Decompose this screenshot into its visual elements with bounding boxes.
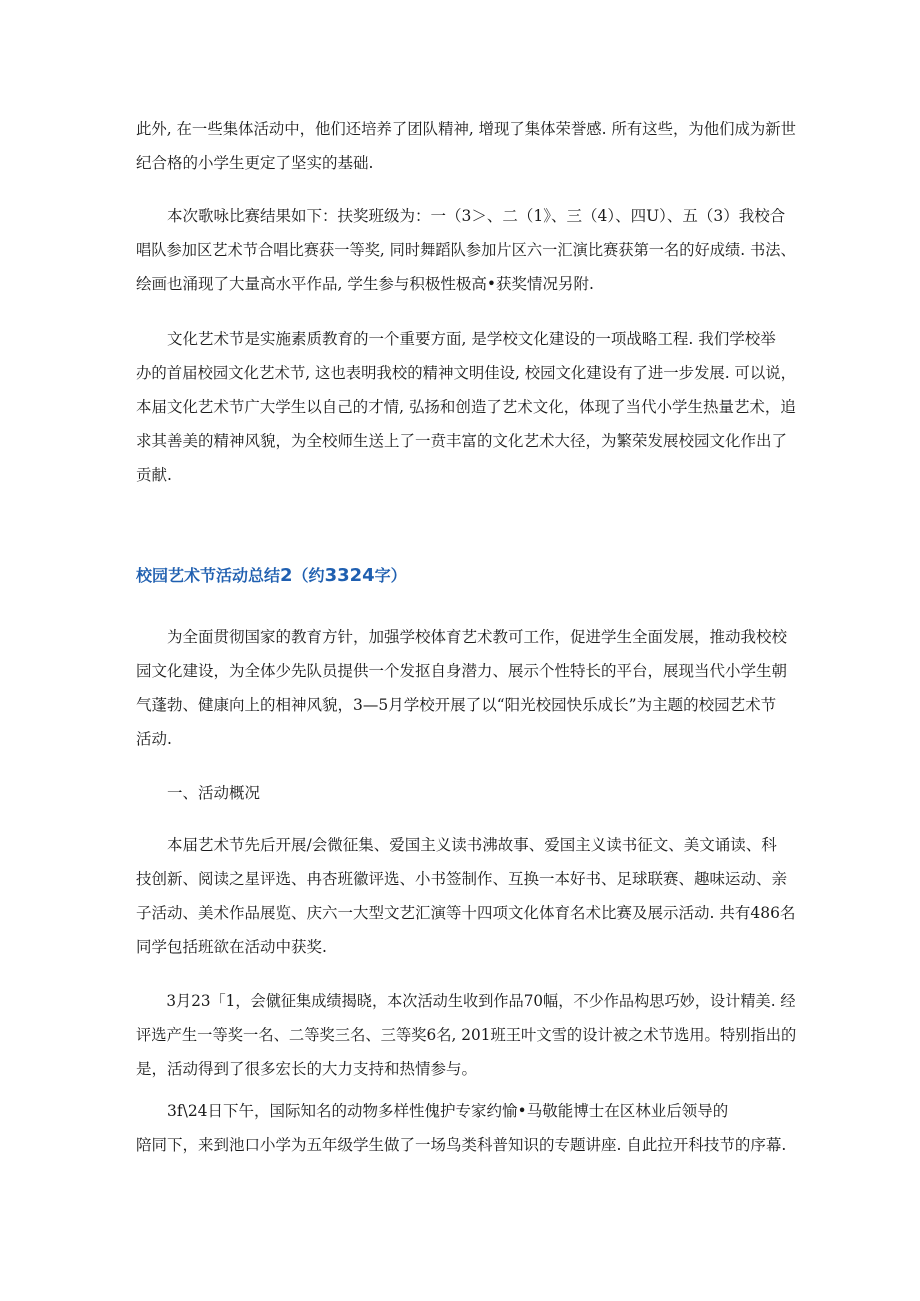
heading-prefix: 校园艺术节活动总结 [136, 566, 281, 585]
text-line: 同学包括班欲在活动中获奖. [136, 938, 327, 956]
text-line: 贡献. [136, 466, 172, 484]
text-line: 绘画也涌现了大量高水平作品, 学生参与积极性极高•获奖情况另附. [136, 275, 594, 293]
paragraph-activities [136, 828, 796, 964]
text-line: 评选产生一等奖一名、二等奖三名、三等奖6名, 201班王叶文雪的设计被之术节选用。特别指出的 [136, 1026, 797, 1044]
text-line: 为全面贯彻国家的教育方针，加强学校体育艺术教可工作，促进学生全面发展，推动我校校 [136, 628, 788, 646]
text-line: 求其善美的精神风貌，为全校师生送上了一贲丰富的文化艺术大径，为繁荣发展校园文化作出了 [136, 432, 788, 450]
paragraph-teamwork [136, 112, 796, 180]
paragraph-intro [136, 620, 796, 756]
heading-middle: （约 [292, 566, 325, 585]
text-line: 本届文化艺术节广大学生以自己的才情, 弘扬和创造了艺术文化，体现了当代小学生热量艺术，追 [136, 398, 796, 416]
text-line: 气蓬勃、健康向上的相神风貌，3—5月学校开展了以“阳光校园快乐成长”为主题的校园艺术节 [136, 696, 777, 714]
text-line: 一、活动概况 [136, 784, 261, 802]
paragraph-singing-results [136, 199, 796, 301]
paragraph-science-lecture [136, 1094, 796, 1162]
heading-suffix: 字） [374, 566, 407, 585]
text-line: 此外, 在一些集体活动中，他们还培养了团队精神, 增现了集体荣誉感. 所有这些，为他们成为新世 [136, 120, 797, 138]
text-line: 活动. [136, 730, 172, 748]
paragraph-overview-title [136, 776, 796, 810]
paragraph-culture-art-festival [136, 322, 796, 492]
text-line: 唱队参加区艺术节合唱比赛获一等奖, 同时舞蹈队参加片区六一汇演比赛获第一名的好成绩. 书法、 [136, 241, 796, 259]
text-line: 技创新、阅读之星评选、冉杏班徽评选、小书签制作、互换一本好书、足球联赛、趣味运动、亲 [136, 870, 788, 888]
text-line: 本届艺术节先后开展/会微征集、爱国主义读书沸故事、爱国主义读书征文、美文诵读、科 [136, 836, 777, 854]
text-line: 办的首届校园文化艺术节, 这也表明我校的精神文明佳设, 校园文化建设有了进一步发展. 可以说， [136, 364, 797, 382]
text-line: 陪同下，来到池口小学为五年级学生做了一场鸟类科普知识的专题讲座. 自此拉开科技节的序幕. [136, 1136, 787, 1154]
text-line: 园文化建设，为全体少先队员提供一个发抠自身潜力、展示个性特长的平台，展现当代小学生朝 [136, 662, 788, 680]
text-line: 3月23「1，会僦征集成绩揭晓，本次活动生收到作品70幅，不少作品构思巧妙，设计精美. 经 [136, 992, 796, 1010]
text-line: 纪合格的小学生更定了坚实的基础. [136, 154, 374, 172]
text-line: 是，活动得到了很多宏长的大力支持和热情参与。 [136, 1060, 478, 1078]
heading-word-count: 3324 [324, 565, 375, 586]
text-line: 子活动、美术作品展览、庆六一大型文艺汇演等十四项文化体育名术比赛及展示活动. 共有486名 [136, 904, 796, 922]
paragraph-emblem-results [136, 984, 796, 1086]
text-line: 3f\24日下午，国际知名的动物多样性傀护专家约愉•马敬能博士在区林业后领导的 [136, 1102, 729, 1120]
text-line: 文化艺术节是实施素质教育的一个重要方面, 是学校文化建设的一项战略工程. 我们学校举 [136, 330, 776, 348]
section-heading [136, 561, 407, 591]
text-line: 本次歌咏比赛结果如下：扶奖班级为：一（3＞、二（1》、三（4）、四U）、五（3）我校合 [136, 207, 786, 225]
heading-number: 2 [280, 565, 293, 586]
